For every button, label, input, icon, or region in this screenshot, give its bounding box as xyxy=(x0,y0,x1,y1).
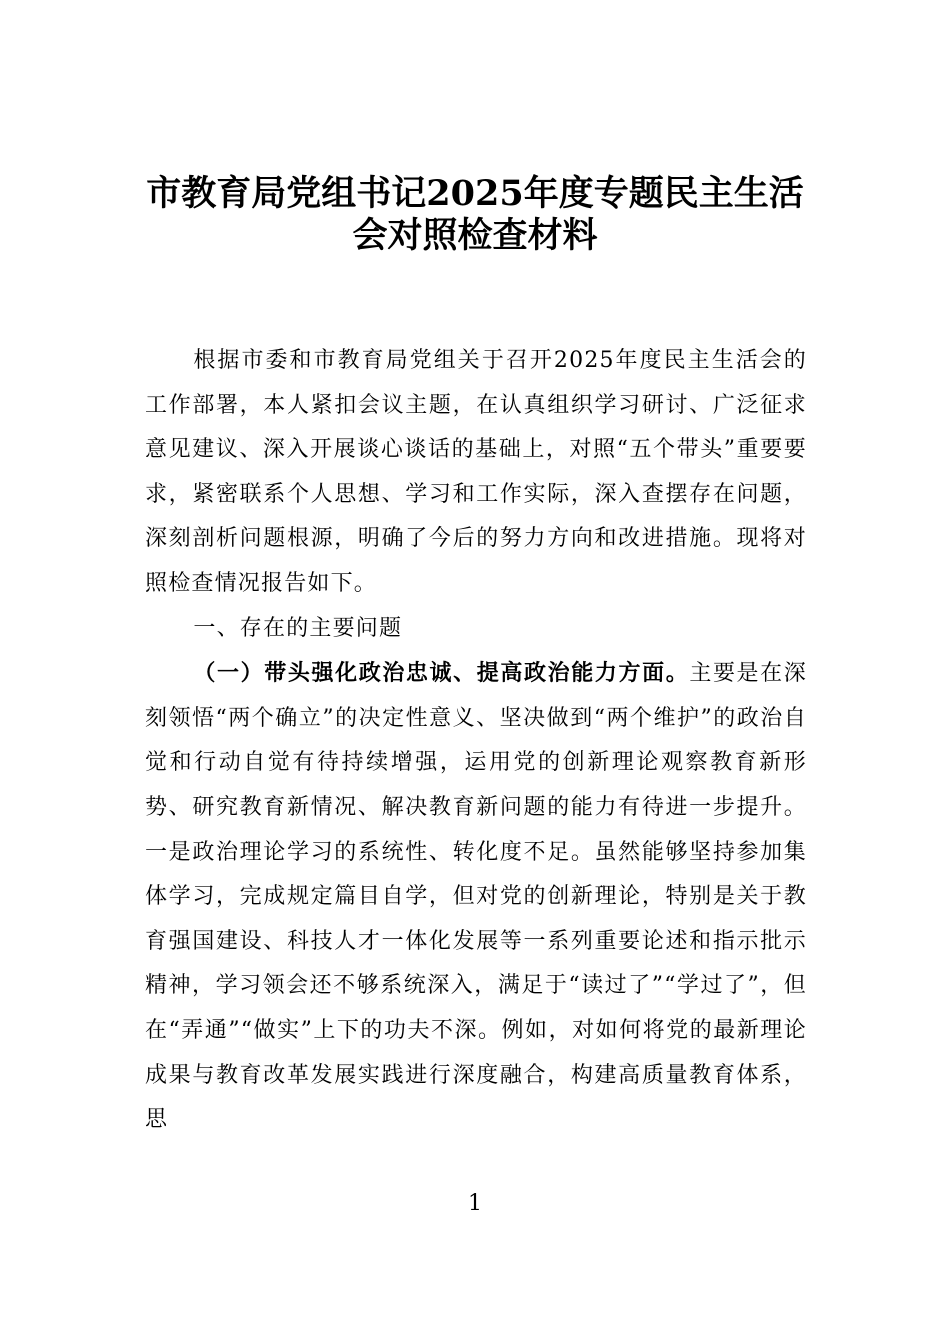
document-body xyxy=(145,339,807,1143)
page-number: 1 xyxy=(468,1191,482,1216)
intro-paragraph: 根据市委和市教育局党组关于召开2025年度民主生活会的工作部署，本人紧扣会议主题，在认真组织学习研讨、广泛征求意见建议、深入开展谈心谈话的基础上，对照“五个带头”重要要求，紧密联系个人思想、学习和工作实际，深入查摆存在问题，深刻剖析问题根源，明确了今后的努力方向和改进措施。现将对照检查情况报告如下。 xyxy=(145,348,807,596)
document-title-line-1: 市教育局党组书记2025年度专题民主生活 xyxy=(146,173,804,214)
document-title-line-2: 会对照检查材料 xyxy=(352,215,598,256)
section-heading: 一、存在的主要问题 xyxy=(193,615,403,641)
subsection-paragraph xyxy=(145,651,807,1143)
subsection-body: 主要是在深刻领悟“两个确立”的决定性意义、坚决做到“两个维护”的政治自觉和行动自觉有待持续增强，运用党的创新理论观察教育新形势、研究教育新情况、解决教育新问题的能力有待进一步提升。一是政治理论学习的系统性、转化度不足。虽然能够坚持参加集体学习，完成规定篇目自学，但对党的创新理论，特别是关于教育强国建设、科技人才一体化发展等一系列重要论述和指示批示精神，学习领会还不够系统深入，满足于“读过了”“学过了”，但在“弄通”“做实”上下的功夫不深。例如，对如何将党的最新理论成果与教育改革发展实践进行深度融合，构建高质量教育体系，思 xyxy=(145,661,807,1133)
subsection-lead: （一）带头强化政治忠诚、提高政治能力方面。 xyxy=(193,660,690,687)
